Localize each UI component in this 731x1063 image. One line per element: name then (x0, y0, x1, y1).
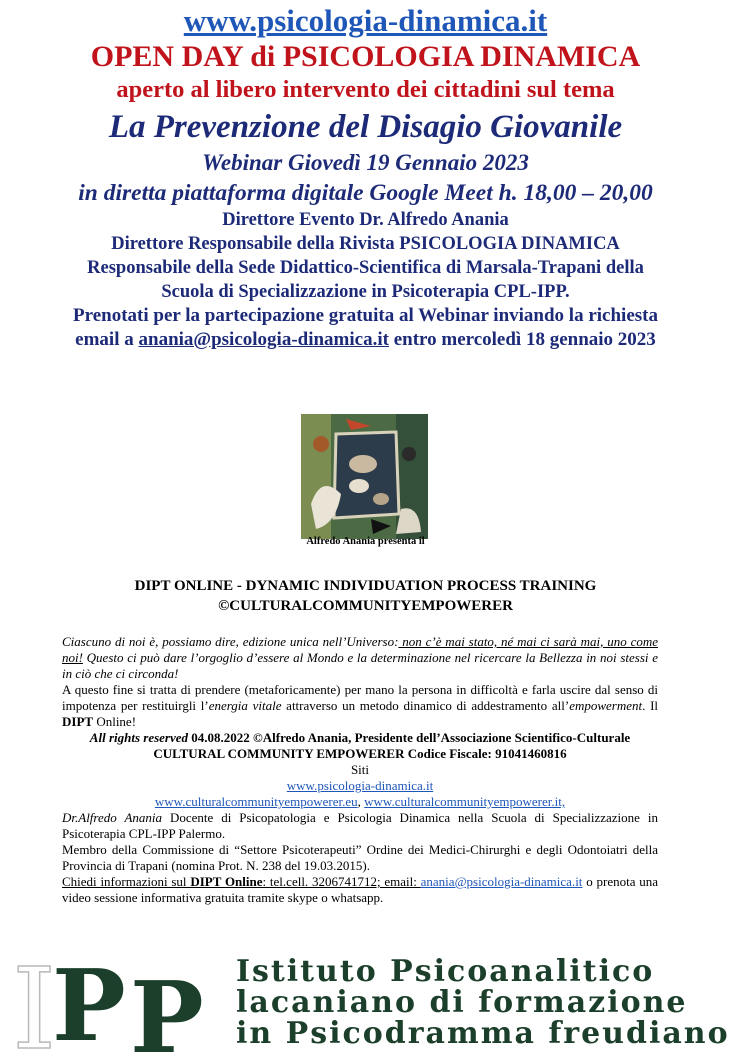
dipt-heading (0, 576, 731, 616)
paragraph-method (62, 682, 658, 730)
text-underlined: Chiedi informazioni sul (62, 874, 191, 889)
logo-letter: P (130, 961, 204, 1058)
booking-email-line (0, 328, 731, 352)
director-line: Scuola di Specializzazione in Psicoterapia CPL-IPP. (161, 282, 570, 302)
text: o prenota una video sessione informativa gratuita tramite skype o whatsapp. (62, 874, 659, 905)
director-line: Direttore Responsabile della Rivista PSICOLOGIA DINAMICA (111, 234, 620, 254)
bio-paragraph (62, 810, 658, 842)
presents-caption: Alfredo Anania presenta il (306, 536, 425, 547)
sites-line-1 (62, 778, 658, 794)
dipt-title: DIPT ONLINE - DYNAMIC INDIVIDUATION PROCESS TRAINING (134, 578, 597, 594)
site-link-eu[interactable]: www.culturalcommunityempowerer.eu (154, 794, 358, 809)
director-line: Direttore Evento Dr. Alfredo Anania (222, 210, 509, 230)
sites-label: Siti (350, 762, 370, 777)
text-italic: empowerment (569, 698, 643, 713)
text: A questo fine si tratta di prendere (metaforicamente) per mano la persona in difficoltà e farla uscire dal senso di impotenza per restituirgli l’ (62, 682, 658, 713)
text: attraverso un metodo dinamico di addestramento all’ (281, 698, 570, 713)
text-italic: Dr.Alfredo Anania (62, 810, 163, 825)
artwork-image (301, 414, 428, 539)
separator: , (357, 794, 365, 809)
text-bold: DIPT Online (190, 874, 263, 889)
text-underlined: : tel.cell. 3206741712; email: (262, 874, 421, 889)
director-line: Responsabile della Sede Didattico-Scientifica di Marsala-Trapani della (87, 258, 644, 278)
booking-email-link[interactable]: anania@psicologia-dinamica.it (138, 329, 389, 350)
text-bold: DIPT (62, 714, 94, 729)
webinar-date: Webinar Giovedì 19 Gennaio 2023 (202, 150, 529, 175)
logo-line: in Psicodramma freudiano (236, 1016, 730, 1051)
rights-notice (62, 730, 658, 762)
sites-line-2 (62, 794, 658, 810)
logo-line: lacaniano di formazione (236, 985, 688, 1020)
logo-letter: I (12, 948, 57, 1058)
platform-info: in diretta piattaforma digitale Google Meet h. 18,00 – 20,00 (78, 180, 653, 206)
event-subtitle: aperto al libero intervento dei cittadini sul tema (116, 76, 615, 103)
site-link-it[interactable]: www.culturalcommunityempowerer.it, (364, 794, 566, 809)
event-theme: La Prevenzione del Disagio Giovanile (108, 109, 623, 145)
logo-institute-name (236, 954, 730, 1051)
logo-letter: P (52, 949, 126, 1058)
text: . Il (642, 698, 659, 713)
logo-line: Istituto Psicoanalitico (236, 954, 655, 989)
text: Ciascuno di noi è, possiamo dire, edizione unica nell’Universo: (62, 634, 399, 649)
info-paragraph (62, 874, 658, 906)
text: Docente di Psicopatologia e Psicologia Dinamica nella Scuola di Specializzazione in Psicoterapia CPL-IPP Palermo. (62, 810, 658, 841)
member-paragraph: Membro della Commissione di “Settore Psicoterapeuti” Ordine dei Medici-Chirurghi e degli Odontoiatri della Provincia di Trapani (nomina Prot. N. 238 del 19.03.2015). (62, 842, 658, 873)
dipt-copyright: ©CULTURALCOMMUNITYEMPOWERER (218, 598, 513, 614)
booking-line: Prenotati per la partecipazione gratuita al Webinar inviando la richiesta (73, 305, 658, 326)
text: Online! (93, 714, 137, 729)
text-italic: All rights reserved (89, 730, 189, 745)
text-italic: energia vitale (208, 698, 282, 713)
booking-suffix: entro mercoledì 18 gennaio 2023 (388, 329, 656, 350)
event-header (0, 0, 731, 352)
description-block (62, 634, 658, 906)
site-link-psicologia[interactable]: www.psicologia-dinamica.it (286, 778, 434, 793)
text: Questo ci può dare l’orgoglio d’essere al Mondo e la determinazione nel ricercare la Bellezza in noi stessi e in ciò che ci circonda! (62, 650, 658, 681)
info-email-link[interactable]: anania@psicologia-dinamica.it (420, 874, 583, 889)
text-underlined: non c’è mai stato, né mai ci sarà mai, uno come noi! (62, 634, 658, 665)
website-link[interactable]: www.psicologia-dinamica.it (183, 3, 548, 38)
paragraph-uniqueness (62, 634, 658, 682)
open-day-title: OPEN DAY di PSICOLOGIA DINAMICA (90, 40, 641, 73)
booking-prefix: email a (75, 329, 139, 350)
text: 04.08.2022 ©Alfredo Anania, Presidente dell’Associazione Scientifico-Culturale CULTURAL COMMUNITY EMPOWERER Codice Fiscale: 91041460816 (153, 730, 631, 761)
